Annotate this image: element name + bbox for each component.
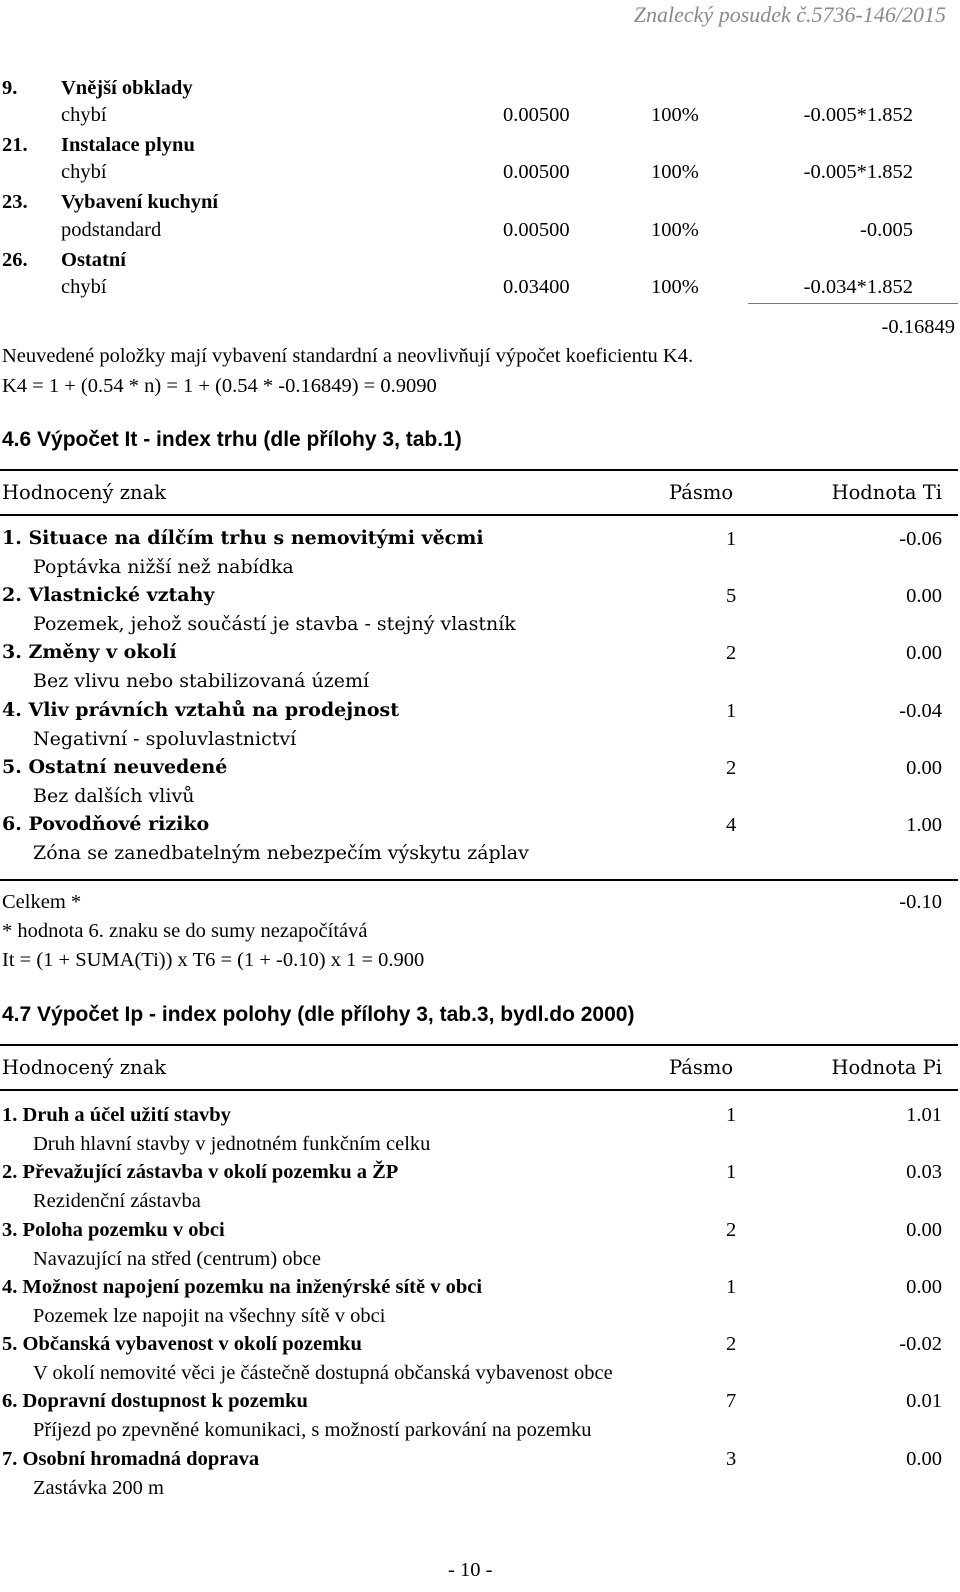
- it-footnote: * hodnota 6. znaku se do sumy nezapočítává: [2, 920, 368, 942]
- ip-row-desc: Zastávka 200 m: [33, 1477, 164, 1499]
- it-row-band: 2: [726, 642, 737, 664]
- ip-row-desc: Pozemek lze napojit na všechny sítě v obci: [33, 1305, 386, 1327]
- ip-col-header-value: Hodnota Pi: [831, 1056, 942, 1079]
- ip-row-title: 6. Dopravní dostupnost k pozemku: [2, 1390, 308, 1412]
- ip-row-value: -0.02: [899, 1333, 942, 1355]
- ip-row-desc: Navazující na střed (centrum) obce: [33, 1248, 322, 1270]
- k4-item-num: 21.: [2, 134, 28, 156]
- k4-item-num: 9.: [2, 77, 18, 99]
- k4-sum: -0.16849: [881, 316, 955, 338]
- k4-item-name: Vybavení kuchyní: [61, 191, 219, 213]
- ip-row-value: 0.03: [906, 1161, 942, 1183]
- it-table-top-rule: [0, 469, 958, 471]
- ip-col-header-feature: Hodnocený znak: [2, 1056, 167, 1079]
- k4-formula: K4 = 1 + (0.54 * n) = 1 + (0.54 * -0.16849) = 0.9090: [2, 375, 437, 397]
- k4-item-num: 23.: [2, 191, 28, 213]
- ip-row-value: 1.01: [906, 1104, 942, 1126]
- it-row-title: 3. Změny v okolí: [2, 641, 177, 663]
- k4-item-name: Vnější obklady: [61, 77, 193, 99]
- ip-row-title: 7. Osobní hromadná doprava: [2, 1448, 260, 1470]
- it-row-desc: Bez dalších vlivů: [33, 785, 195, 807]
- ip-row-band: 3: [726, 1448, 737, 1470]
- it-total-value: -0.10: [899, 891, 942, 913]
- k4-item-name: Ostatní: [61, 249, 126, 271]
- ip-row-desc: V okolí nemovité věci je částečně dostupná občanská vybavenost obce: [33, 1362, 613, 1384]
- k4-item-share: 0.00500: [503, 104, 570, 126]
- k4-item-percent: 100%: [651, 104, 699, 126]
- k4-item-detail: podstandard: [61, 219, 162, 241]
- ip-row-desc: Příjezd po zpevněné komunikaci, s možností parkování na pozemku: [33, 1419, 592, 1441]
- ip-row-value: 0.00: [906, 1276, 942, 1298]
- document-header: Znalecký posudek č.5736-146/2015: [633, 2, 946, 27]
- ip-row-title: 2. Převažující zástavba v okolí pozemku a ŽP: [2, 1161, 399, 1183]
- ip-row-band: 2: [726, 1333, 737, 1355]
- it-row-title: 2. Vlastnické vztahy: [2, 584, 215, 606]
- it-row-title: 5. Ostatní neuvedené: [2, 756, 228, 778]
- it-row-title: 1. Situace na dílčím trhu s nemovitými věcmi: [2, 527, 484, 549]
- it-formula: It = (1 + SUMA(Ti)) x T6 = (1 + -0.10) x 1 = 0.900: [2, 949, 425, 971]
- ip-row-desc: Druh hlavní stavby v jednotném funkčním celku: [33, 1133, 431, 1155]
- k4-item-percent: 100%: [651, 276, 699, 298]
- k4-item-detail: chybí: [61, 161, 107, 183]
- k4-item-share: 0.00500: [503, 219, 570, 241]
- ip-row-band: 7: [726, 1390, 737, 1412]
- k4-item-calc: -0.005*1.852: [803, 161, 913, 183]
- it-row-value: 1.00: [906, 814, 942, 836]
- it-row-title: 6. Povodňové riziko: [2, 813, 210, 835]
- page-number: - 10 -: [448, 1559, 493, 1581]
- it-col-header-value: Hodnota Ti: [831, 481, 942, 504]
- it-col-header-feature: Hodnocený znak: [2, 481, 167, 504]
- ip-table-top-rule: [0, 1044, 958, 1046]
- k4-item-share: 0.00500: [503, 161, 570, 183]
- k4-sum-rule: [748, 303, 958, 304]
- ip-row-value: 0.00: [906, 1448, 942, 1470]
- it-heading: 4.6 Výpočet It - index trhu (dle přílohy 3, tab.1): [2, 428, 462, 451]
- ip-row-value: 0.00: [906, 1219, 942, 1241]
- k4-item-calc: -0.005*1.852: [803, 104, 913, 126]
- ip-row-desc: Rezidenční zástavba: [33, 1190, 201, 1212]
- ip-row-band: 2: [726, 1219, 737, 1241]
- it-row-title: 4. Vliv právních vztahů na prodejnost: [2, 699, 400, 721]
- it-row-desc: Negativní - spoluvlastnictví: [33, 728, 297, 750]
- it-col-header-band: Pásmo: [669, 481, 734, 504]
- it-row-value: -0.04: [899, 700, 942, 722]
- k4-item-detail: chybí: [61, 104, 107, 126]
- it-row-desc: Bez vlivu nebo stabilizovaná území: [33, 670, 370, 692]
- ip-row-value: 0.01: [906, 1390, 942, 1412]
- ip-row-band: 1: [726, 1161, 737, 1183]
- it-row-desc: Poptávka nižší než nabídka: [33, 556, 294, 578]
- ip-row-title: 1. Druh a účel užití stavby: [2, 1104, 231, 1126]
- ip-row-band: 1: [726, 1104, 737, 1126]
- it-row-desc: Zóna se zanedbatelným nebezpečím výskytu záplav: [33, 842, 529, 864]
- it-row-band: 1: [726, 528, 737, 550]
- it-total-rule: [0, 879, 958, 881]
- ip-row-title: 3. Poloha pozemku v obci: [2, 1219, 225, 1241]
- it-row-value: 0.00: [906, 585, 942, 607]
- it-row-band: 5: [726, 585, 737, 607]
- ip-header-rule: [0, 1089, 958, 1091]
- it-row-value: -0.06: [899, 528, 942, 550]
- ip-heading: 4.7 Výpočet Ip - index polohy (dle přílohy 3, tab.3, bydl.do 2000): [2, 1003, 635, 1026]
- k4-item-percent: 100%: [651, 219, 699, 241]
- ip-row-band: 1: [726, 1276, 737, 1298]
- it-header-rule: [0, 514, 958, 516]
- ip-col-header-band: Pásmo: [669, 1056, 734, 1079]
- it-row-band: 4: [726, 814, 737, 836]
- it-row-band: 2: [726, 757, 737, 779]
- k4-item-calc: -0.005: [860, 219, 913, 241]
- k4-item-share: 0.03400: [503, 276, 570, 298]
- it-row-value: 0.00: [906, 642, 942, 664]
- ip-row-title: 5. Občanská vybavenost v okolí pozemku: [2, 1333, 362, 1355]
- k4-item-num: 26.: [2, 249, 28, 271]
- it-total-label: Celkem *: [2, 891, 82, 913]
- k4-note: Neuvedené položky mají vybavení standardní a neovlivňují výpočet koeficientu K4.: [2, 345, 694, 367]
- it-row-value: 0.00: [906, 757, 942, 779]
- k4-item-calc: -0.034*1.852: [803, 276, 913, 298]
- k4-item-percent: 100%: [651, 161, 699, 183]
- k4-item-name: Instalace plynu: [61, 134, 195, 156]
- it-row-desc: Pozemek, jehož součástí je stavba - stejný vlastník: [33, 613, 516, 635]
- k4-item-detail: chybí: [61, 276, 107, 298]
- it-row-band: 1: [726, 700, 737, 722]
- ip-row-title: 4. Možnost napojení pozemku na inženýrské sítě v obci: [2, 1276, 483, 1298]
